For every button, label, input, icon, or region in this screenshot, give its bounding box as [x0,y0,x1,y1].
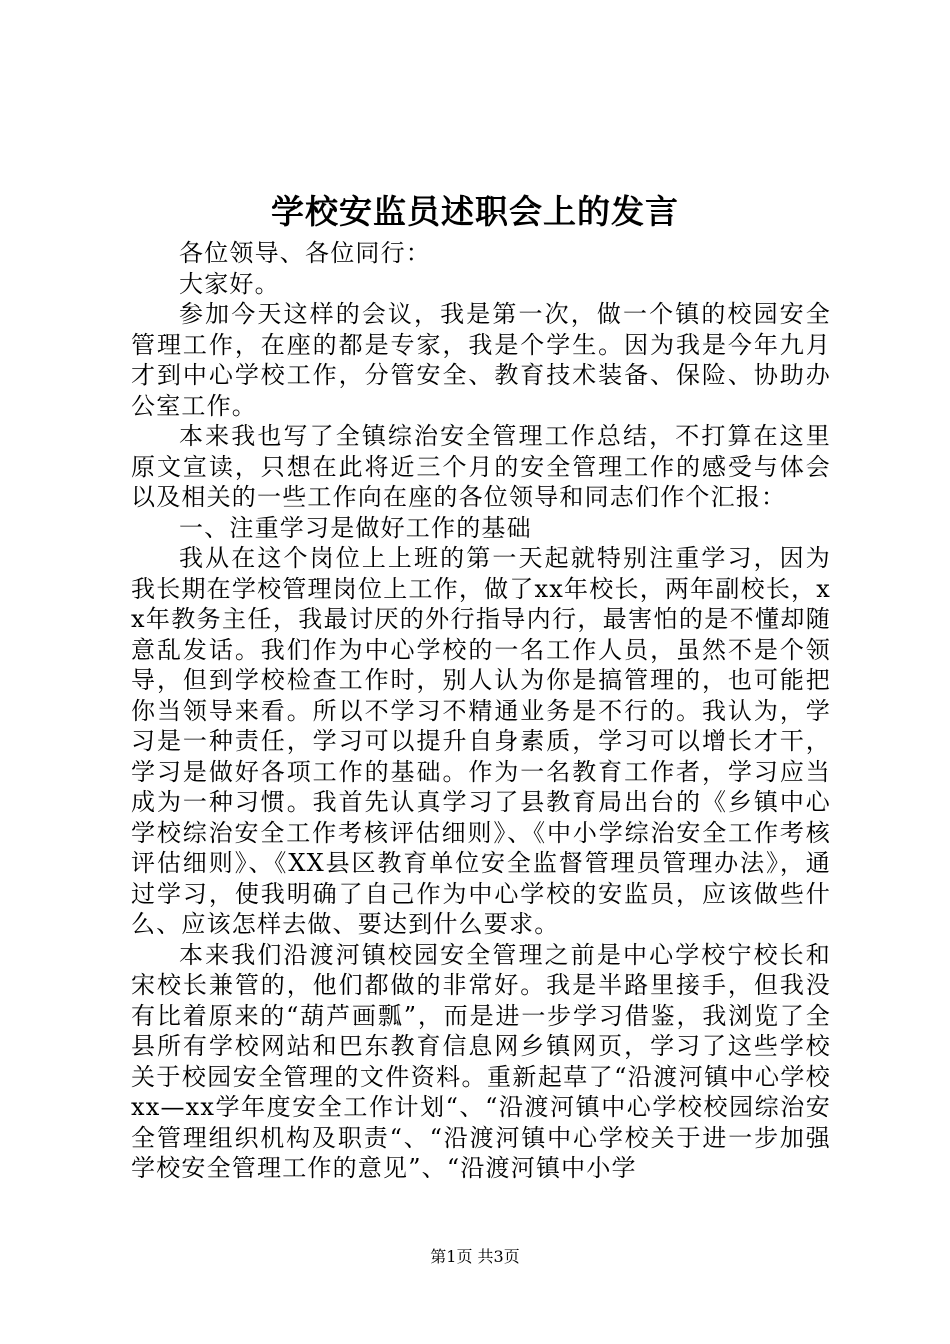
paragraph-study: 我从在这个岗位上上班的第一天起就特别注重学习，因为我长期在学校管理岗位上工作，做了xx年校长，两年副校长，xx年教务主任，我最讨厌的外行指导内行，最害怕的是不懂却随意乱发话。我们作为中心学校的一名工作人员，虽然不是个领导，但到学校检查工作时，别人认为你是搞管理的，也可能把你当领导来看。所以不学习不精通业务是不行的。我认为，学习是一种责任，学习可以提升自身素质，学习可以增长才干，学习是做好各项工作的基础。作为一名教育工作者，学习应当成为一种习惯。我首先认真学习了县教育局出台的《乡镇中心学校综治安全工作考核评估细则》、《中小学综治安全工作考核评估细则》、《XX县区教育单位安全监督管理员管理办法》，通过学习，使我明确了自己作为中心学校的安监员，应该做些什么、应该怎样去做、要达到什么要求。 [131,544,831,938]
paragraph-intro: 参加今天这样的会议，我是第一次，做一个镇的校园安全管理工作，在座的都是专家，我是个学生。因为我是今年九月才到中心学校工作，分管安全、教育技术装备、保险、协助办公室工作。 [131,300,831,420]
document-body [131,238,831,1184]
document-title: 学校安监员述职会上的发言 [271,192,679,231]
paragraph-summary: 本来我也写了全镇综治安全管理工作总结，不打算在这里原文宣读，只想在此将近三个月的安全管理工作的感受与体会以及相关的一些工作向在座的各位领导和同志们作个汇报： [131,422,831,511]
paragraph-management: 本来我们沿渡河镇校园安全管理之前是中心学校宁校长和宋校长兼管的，他们都做的非常好。我是半路里接手，但我没有比着原来的“葫芦画瓢”，而是进一步学习借鉴，我浏览了全县所有学校网站和巴东教育信息网乡镇网页，学习了这些学校关于校园安全管理的文件资料。重新起草了“沿渡河镇中心学校xx—xx学年度安全工作计划“、“沿渡河镇中心学校校园综治安全管理组织机构及职责“、“沿渡河镇中心学校关于进一步加强学校安全管理工作的意见”、“沿渡河镇中小学 [131,940,831,1182]
paragraph-greeting: 大家好。 [179,269,280,298]
section-heading-1: 一、注重学习是做好工作的基础 [179,513,532,542]
paragraph-salutation: 各位领导、各位同行： [179,239,431,267]
page-footer: 第1页 共3页 [430,1247,520,1266]
